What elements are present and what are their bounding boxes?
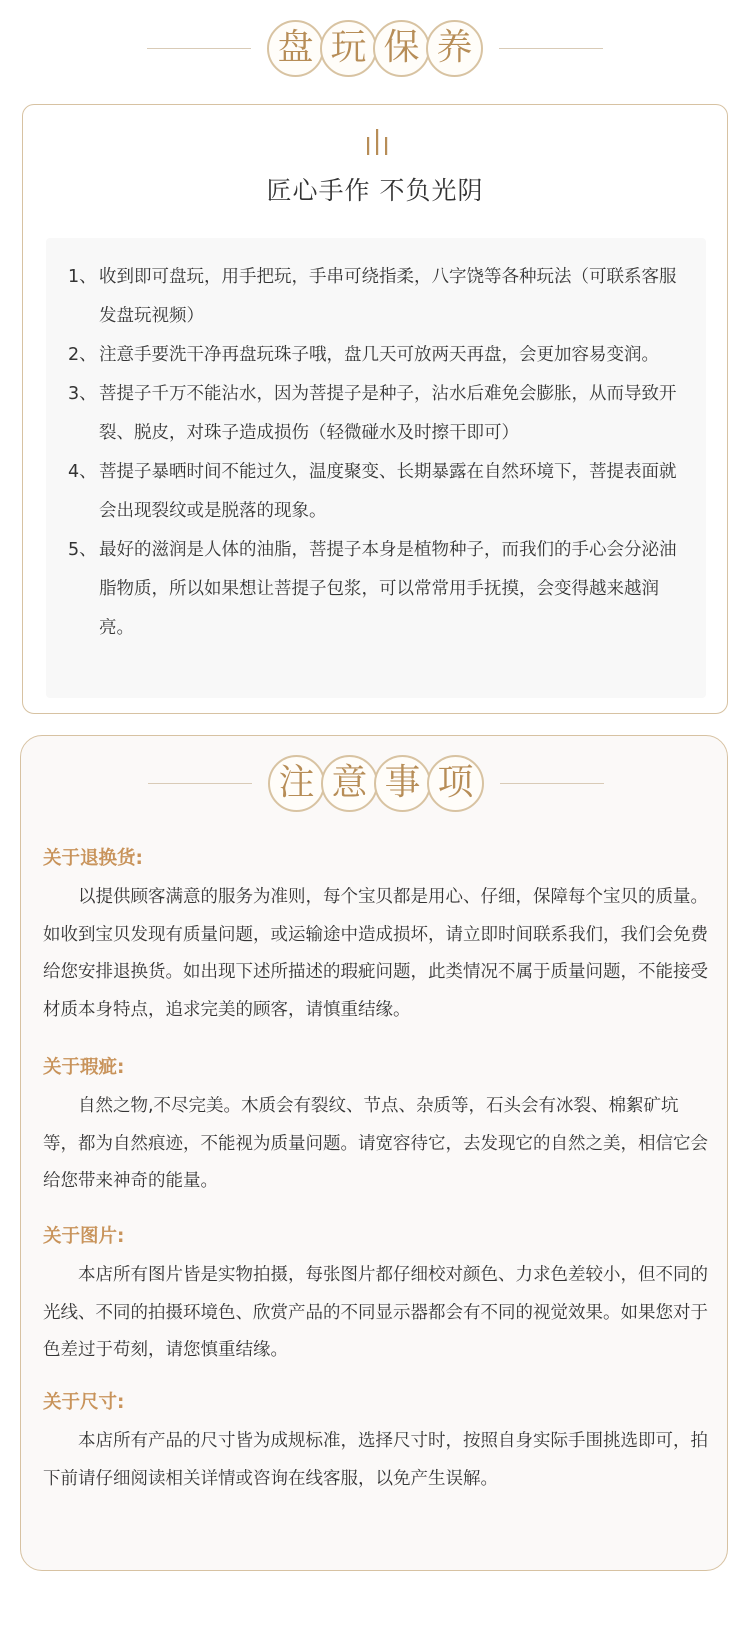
item-number: 5、: [68, 540, 97, 560]
notice-heading-circles: [270, 755, 482, 812]
heading-char: 注: [268, 755, 325, 812]
item-number: 4、: [68, 462, 97, 482]
heading-char: 事: [374, 755, 431, 812]
item-number: 2、: [68, 345, 97, 365]
heading-char: 盘: [267, 20, 324, 77]
notice-heading: [1, 748, 750, 818]
brand-mark-icon: [366, 128, 388, 156]
note-title-returns: 关于退换货:: [43, 848, 143, 869]
item-text: 最好的滋润是人体的油脂，菩提子本身是植物种子，而我们的手心会分泌油脂物质，所以如果想让菩提子包浆，可以常常用手抚摸，会变得越来越润亮。: [99, 540, 677, 638]
care-heading: [0, 13, 750, 83]
list-item: [68, 258, 684, 336]
care-heading-circles: [269, 20, 481, 77]
tagline: 匠心手作 不负光阴: [266, 176, 484, 205]
item-number: 1、: [68, 267, 97, 287]
heading-divider-right: [499, 48, 603, 49]
note-body-size: 本店所有产品的尺寸皆为成规标准，选择尺寸时，按照自身实际手围挑选即可，拍下前请仔细阅读相关详情或咨询在线客服，以免产生误解。: [43, 1431, 708, 1489]
note-title-flaws: 关于瑕疵:: [43, 1057, 125, 1078]
heading-char: 项: [427, 755, 484, 812]
list-item: [68, 531, 684, 648]
note-title-photos: 关于图片:: [43, 1226, 125, 1247]
note-title-size: 关于尺寸:: [43, 1392, 125, 1413]
item-text: 菩提子千万不能沾水，因为菩提子是种子，沾水后难免会膨胀，从而导致开裂、脱皮，对珠子造成损伤（轻微碰水及时擦干即可）: [99, 384, 677, 443]
note-body-photos: 本店所有图片皆是实物拍摄，每张图片都仔细校对颜色、力求色差较小，但不同的光线、不同的拍摄环境色、欣赏产品的不同显示器都会有不同的视觉效果。如果您对于色差过于苟刻，请您慎重结缘。: [43, 1265, 708, 1360]
heading-char: 养: [426, 20, 483, 77]
item-text: 注意手要洗干净再盘玩珠子哦，盘几天可放两天再盘，会更加容易变润。: [99, 345, 659, 365]
note-body-flaws: 自然之物,不尽完美。木质会有裂纹、节点、杂质等，石头会有冰裂、棉絮矿坑等，都为自然痕迹，不能视为质量问题。请宽容待它，去发现它的自然之美，相信它会给您带来神奇的能量。: [43, 1096, 708, 1191]
list-item: [68, 336, 684, 375]
list-item: [68, 453, 684, 531]
list-item: [68, 375, 684, 453]
heading-char: 意: [321, 755, 378, 812]
heading-char: 玩: [320, 20, 377, 77]
heading-divider-left: [147, 48, 251, 49]
item-text: 菩提子暴晒时间不能过久，温度聚变、长期暴露在自然环境下，菩提表面就会出现裂纹或是脱落的现象。: [99, 462, 677, 521]
item-number: 3、: [68, 384, 97, 404]
notice-card: [20, 735, 728, 1571]
note-body-returns: 以提供顾客满意的服务为准则，每个宝贝都是用心、仔细，保障每个宝贝的质量。如收到宝贝发现有质量问题，或运输途中造成损坏，请立即时间联系我们，我们会免费给您安排退换货。如出现下述所描述的瑕疵问题，此类情况不属于质量问题，不能接受材质本身特点，追求完美的顾客，请慎重结缘。: [43, 887, 708, 1020]
heading-divider-left: [148, 783, 252, 784]
heading-char: 保: [373, 20, 430, 77]
heading-divider-right: [500, 783, 604, 784]
care-list: [46, 238, 706, 698]
care-card: [22, 104, 728, 714]
item-text: 收到即可盘玩，用手把玩，手串可绕指柔，八字饶等各种玩法（可联系客服发盘玩视频）: [99, 267, 677, 326]
